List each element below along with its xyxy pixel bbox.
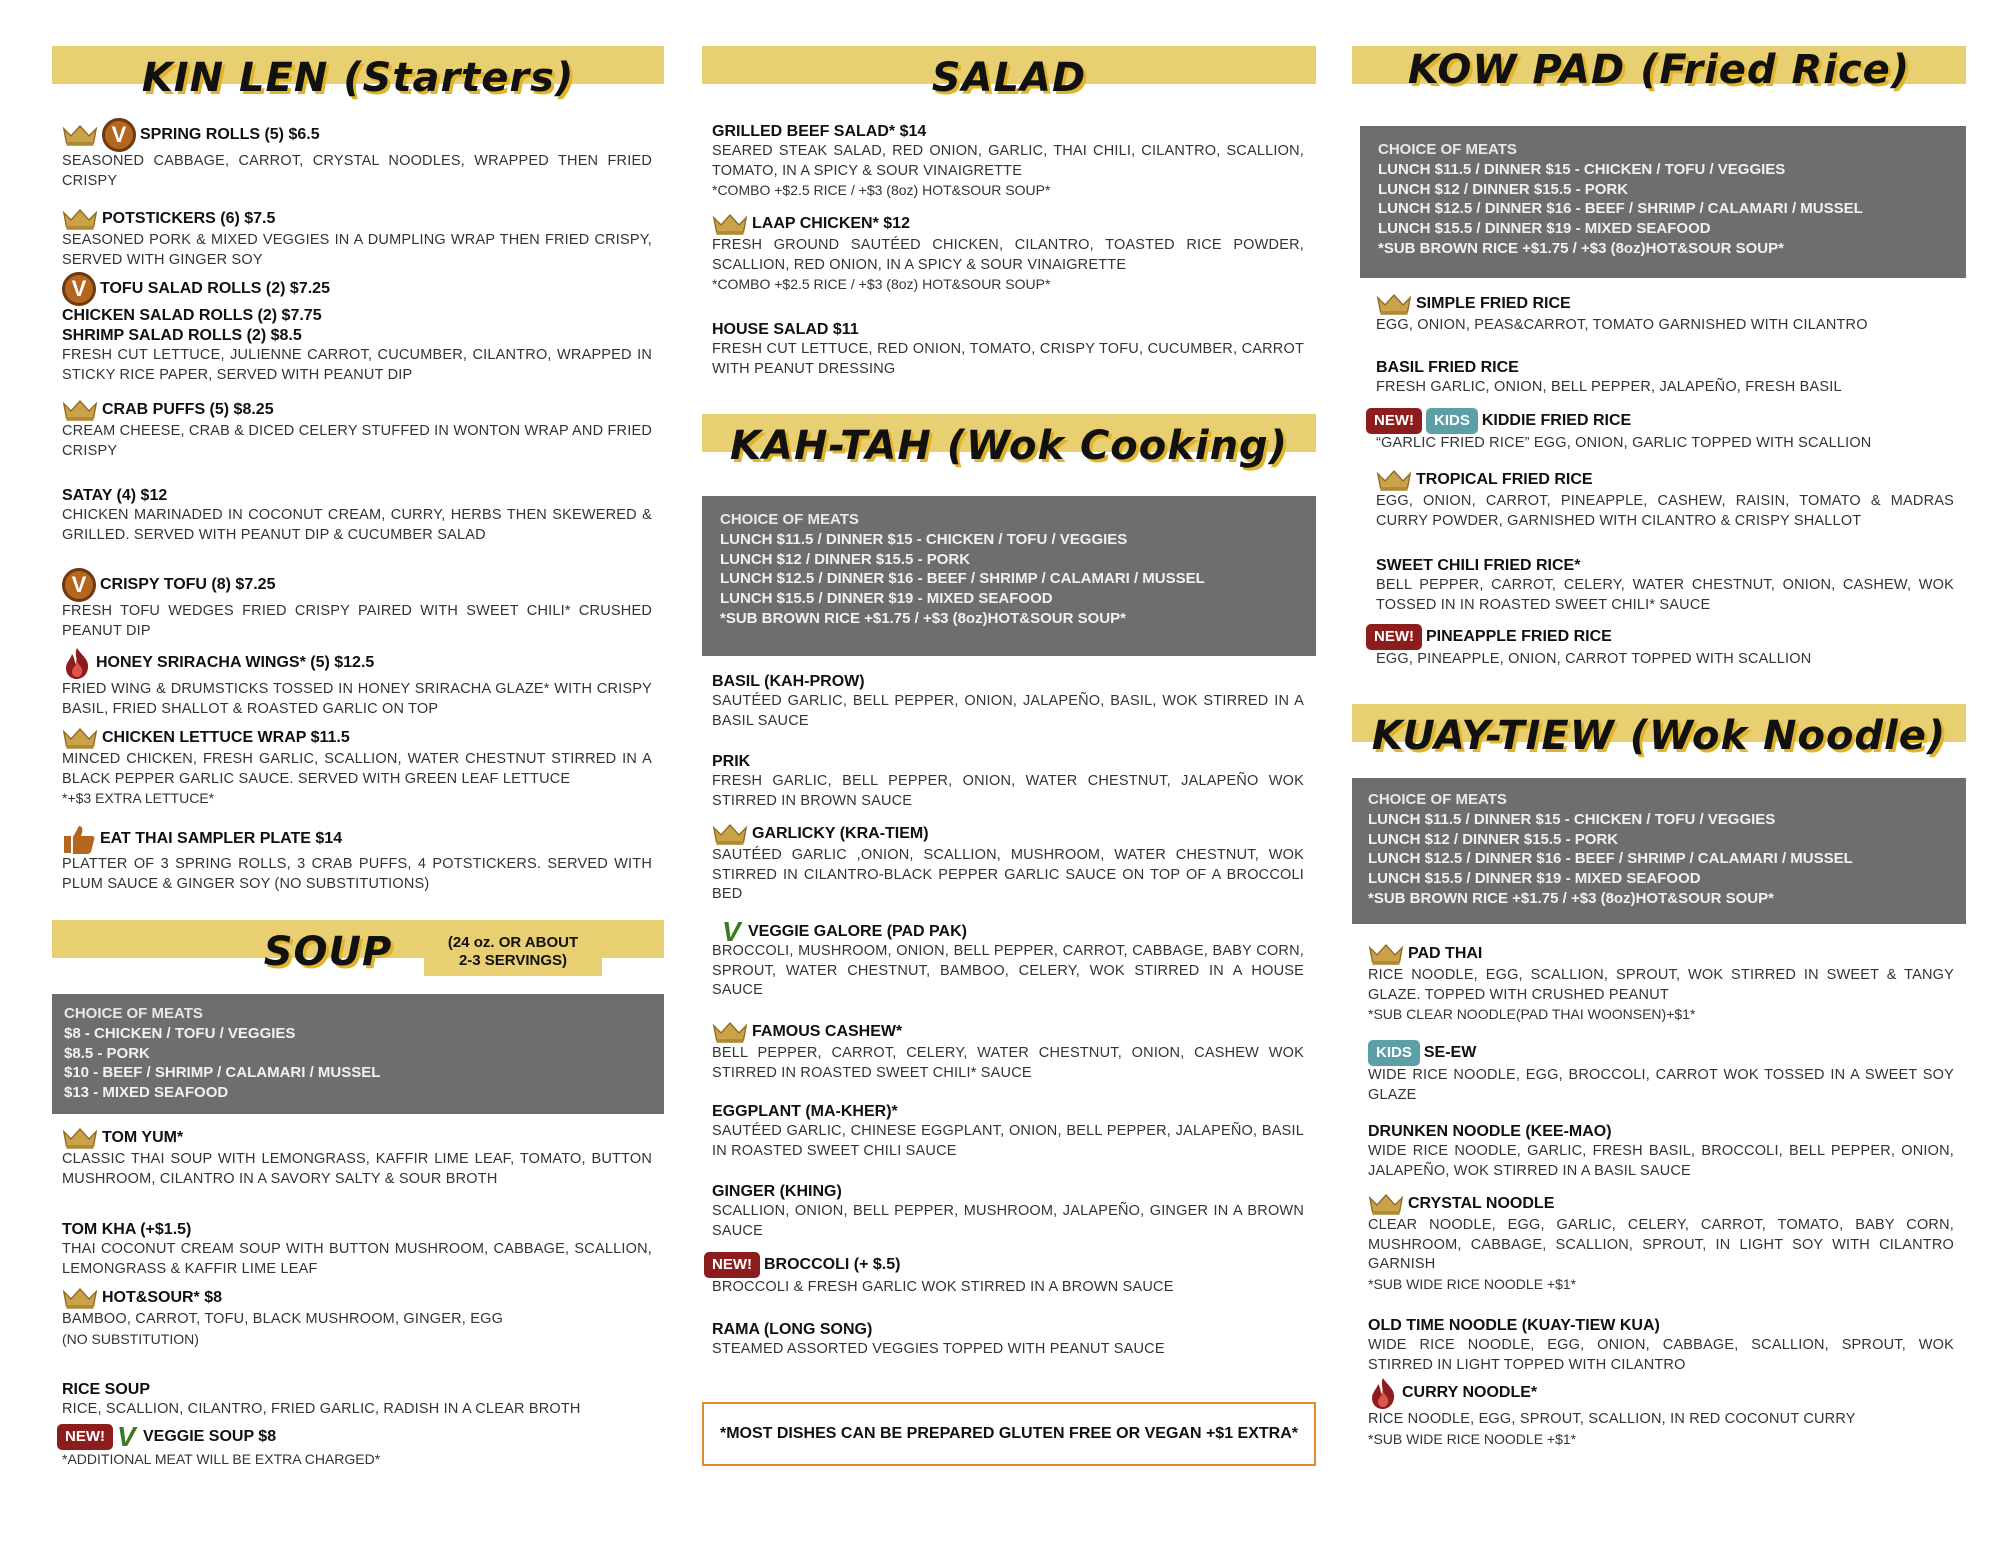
item-description: THAI COCONUT CREAM SOUP WITH BUTTON MUSHROOM, CABBAGE, SCALLION, LEMONGRASS & KAFFIR LIME LEAF [62, 1241, 652, 1277]
item-name: LAAP CHICKEN* $12 [752, 215, 910, 232]
menu-item-chicken-lettuce-wrap [62, 726, 652, 808]
wok-header [702, 414, 1316, 469]
item-name: CRYSTAL NOODLE [1408, 1195, 1555, 1212]
item-description: RICE NOODLE, EGG, SCALLION, SPROUT, WOK STIRRED IN SWEET & TANGY GLAZE. TOPPED WITH CRUSHED PEANUT [1368, 967, 1954, 1003]
menu-item-rama [712, 1320, 1304, 1360]
menu-item-sampler-plate [62, 823, 652, 894]
starters-title: KIN LEN (Starters) [141, 55, 575, 101]
menu-item-spring-rolls [62, 118, 652, 191]
item-name: TOM KHA (+$1.5) [62, 1221, 192, 1238]
soup-note-line-2: 2-3 SERVINGS) [458, 952, 568, 969]
soup-meat-choices [52, 994, 664, 1114]
meat-price-line: LUNCH $11.5 / DINNER $15 - CHICKEN / TOFU / VEGGIES [1378, 160, 1786, 178]
spicy-flame-icon [1368, 1376, 1398, 1410]
wok-meat-choices [702, 496, 1316, 656]
item-description: CHICKEN MARINADED IN COCONUT CREAM, CURRY, HERBS THEN SKEWERED & GRILLED. SERVED WITH PEANUT DIP & CUCUMBER SALAD [62, 507, 652, 543]
soup-note-line-1: (24 oz. OR ABOUT [447, 934, 579, 951]
meat-price-line: $8.5 - PORK [64, 1044, 150, 1062]
noodle-title: KUAY-TIEW (Wok Noodle) [1371, 713, 1947, 759]
item-description: EGG, ONION, CARROT, PINEAPPLE, CASHEW, RAISIN, TOMATO & MADRAS CURRY POWDER, GARNISHED WITH CILANTRO & CRISPY SHALLOT [1376, 493, 1954, 529]
starters-header [52, 46, 664, 101]
item-note: *+$3 EXTRA LETTUCE* [62, 790, 215, 806]
item-name: SPRING ROLLS (5) $6.5 [140, 126, 320, 143]
item-description: CREAM CHEESE, CRAB & DICED CELERY STUFFED IN WONTON WRAP AND FRIED CRISPY [62, 423, 652, 459]
crown-icon [1376, 292, 1412, 316]
item-name: CRAB PUFFS (5) $8.25 [102, 401, 274, 418]
item-name: HOT&SOUR* $8 [102, 1289, 223, 1306]
meat-price-line: LUNCH $11.5 / DINNER $15 - CHICKEN / TOFU / VEGGIES [720, 530, 1128, 548]
menu-item-basil [712, 672, 1304, 731]
crown-icon [1368, 942, 1404, 966]
item-description: FRESH TOFU WEDGES FRIED CRISPY PAIRED WITH SWEET CHILI* CRUSHED PEANUT DIP [62, 603, 652, 639]
item-description: MINCED CHICKEN, FRESH GARLIC, SCALLION, WATER CHESTNUT STIRRED IN A BLACK PEPPER GARLIC SAUCE. SERVED WITH GREEN LEAF LETTUCE [62, 751, 652, 787]
item-name-3: SHRIMP SALAD ROLLS (2) $8.5 [62, 327, 302, 344]
vegetarian-icon: V [62, 272, 96, 306]
item-description: BROCCOLI, MUSHROOM, ONION, BELL PEPPER, CARROT, CABBAGE, BABY CORN, SPROUT, WATER CHESTNUT, BAMBOO, CELERY, WOK STIRRED IN A HOUSE SAUCE [712, 943, 1304, 998]
item-name: VEGGIE GALORE (PAD PAK) [748, 923, 967, 940]
menu-item-drunken-noodle [1368, 1122, 1954, 1181]
menu-item-pad-thai [1368, 942, 1954, 1024]
item-name: TROPICAL FRIED RICE [1416, 471, 1593, 488]
item-note: *COMBO +$2.5 RICE / +$3 (8oz) HOT&SOUR SOUP* [712, 182, 1051, 198]
item-note: (NO SUBSTITUTION) [62, 1330, 199, 1347]
item-description: SAUTÉED GARLIC, BELL PEPPER, ONION, JALAPEÑO, BASIL, WOK STIRRED IN A BASIL SAUCE [712, 693, 1304, 729]
item-name: VEGGIE SOUP $8 [143, 1428, 277, 1445]
item-name: SIMPLE FRIED RICE [1416, 295, 1571, 312]
item-name: SWEET CHILI FRIED RICE* [1376, 557, 1581, 574]
fried-rice-title: KOW PAD (Fried Rice) [1407, 47, 1911, 93]
menu-item-rice-soup [62, 1380, 652, 1420]
item-description: BAMBOO, CARROT, TOFU, BLACK MUSHROOM, GINGER, EGG [62, 1311, 504, 1327]
item-name: HONEY SRIRACHA WINGS* (5) $12.5 [96, 654, 375, 671]
meat-choices-heading: CHOICE OF MEATS [720, 511, 859, 528]
fried-rice-header [1352, 46, 1966, 93]
item-description: RICE NOODLE, EGG, SPROUT, SCALLION, IN RED COCONUT CURRY [1368, 1411, 1856, 1427]
item-name: KIDDIE FRIED RICE [1481, 412, 1632, 429]
menu-item-tropical-fried-rice [1376, 468, 1954, 531]
item-name: TOFU SALAD ROLLS (2) $7.25 [100, 280, 330, 297]
vegetarian-icon: V [117, 1421, 136, 1452]
meat-price-line: LUNCH $12.5 / DINNER $16 - BEEF / SHRIMP / CALAMARI / MUSSEL [1368, 850, 1853, 868]
menu-item-satay [62, 486, 652, 545]
kids-badge: KIDS [1368, 1040, 1420, 1066]
fried-rice-meat-choices [1360, 126, 1966, 278]
item-description: FRESH GARLIC, BELL PEPPER, ONION, WATER CHESTNUT, JALAPEÑO WOK STIRRED IN BROWN SAUCE [712, 773, 1304, 809]
crown-icon [62, 123, 98, 147]
menu-item-laap-chicken [712, 212, 1304, 294]
item-description: “GARLIC FRIED RICE” EGG, ONION, GARLIC TOPPED WITH SCALLION [1376, 435, 1872, 451]
vegetarian-icon: V [102, 118, 136, 152]
meat-price-line: LUNCH $12.5 / DINNER $16 - BEEF / SHRIMP / CALAMARI / MUSSEL [1378, 200, 1863, 218]
meat-price-line: $10 - BEEF / SHRIMP / CALAMARI / MUSSEL [64, 1064, 381, 1082]
meat-choices-heading: CHOICE OF MEATS [64, 1005, 203, 1022]
item-description: PLATTER OF 3 SPRING ROLLS, 3 CRAB PUFFS, 4 POTSTICKERS. SERVED WITH PLUM SAUCE & GINGER SOY (NO SUBSTITUTIONS) [62, 856, 652, 892]
crown-icon [62, 398, 98, 422]
menu-item-garlicky [712, 822, 1304, 905]
item-description: FRESH CUT LETTUCE, JULIENNE CARROT, CUCUMBER, CILANTRO, WRAPPED IN STICKY RICE PAPER, SERVED WITH PEANUT DIP [62, 347, 652, 383]
item-name: BASIL (KAH-PROW) [712, 673, 865, 690]
item-name: RAMA (LONG SONG) [712, 1321, 873, 1338]
item-name: CRISPY TOFU (8) $7.25 [100, 576, 276, 593]
menu-item-sweet-chili-fried-rice [1376, 556, 1954, 615]
item-description: STEAMED ASSORTED VEGGIES TOPPED WITH PEANUT SAUCE [712, 1341, 1165, 1357]
item-description: EGG, PINEAPPLE, ONION, CARROT TOPPED WITH SCALLION [1376, 651, 1812, 667]
item-name: HOUSE SALAD $11 [712, 321, 859, 338]
item-description: CLASSIC THAI SOUP WITH LEMONGRASS, KAFFIR LIME LEAF, TOMATO, BUTTON MUSHROOM, CILANTRO IN A SAVORY SALTY & SOUR BROTH [62, 1151, 652, 1187]
item-description: WIDE RICE NOODLE, EGG, BROCCOLI, CARROT WOK TOSSED IN A SWEET SOY GLAZE [1368, 1067, 1954, 1103]
menu-item-honey-sriracha-wings [62, 646, 652, 719]
new-badge: NEW! [57, 1424, 113, 1450]
item-description: WIDE RICE NOODLE, EGG, ONION, CABBAGE, SCALLION, SPROUT, WOK STIRRED IN LIGHT TOPPED WITH CILANTRO [1368, 1337, 1954, 1373]
menu-item-simple-fried-rice [1376, 292, 1954, 336]
meat-price-line: $8 - CHICKEN / TOFU / VEGGIES [64, 1024, 296, 1042]
meat-price-line: LUNCH $15.5 / DINNER $19 - MIXED SEAFOOD [1378, 220, 1711, 238]
meat-price-line: *SUB BROWN RICE +$1.75 / +$3 (8oz)HOT&SOUR SOUP* [720, 609, 1126, 627]
meat-price-line: $13 - MIXED SEAFOOD [64, 1084, 229, 1102]
meat-price-line: LUNCH $15.5 / DINNER $19 - MIXED SEAFOOD [1368, 870, 1701, 888]
meat-choices-heading: CHOICE OF MEATS [1368, 791, 1507, 808]
item-note: *SUB WIDE RICE NOODLE +$1* [1368, 1275, 1577, 1292]
item-name: CHICKEN LETTUCE WRAP $11.5 [102, 729, 350, 746]
item-note: *ADDITIONAL MEAT WILL BE EXTRA CHARGED* [62, 1451, 381, 1467]
item-name: EAT THAI SAMPLER PLATE $14 [100, 830, 343, 847]
soup-title: SOUP [263, 929, 393, 975]
item-note: *SUB WIDE RICE NOODLE +$1* [1368, 1430, 1577, 1447]
crown-icon [62, 726, 98, 750]
item-description: FRIED WING & DRUMSTICKS TOSSED IN HONEY SRIRACHA GLAZE* WITH CRISPY BASIL, FRIED SHALLOT & ROASTED GARLIC ON TOP [62, 681, 652, 717]
item-name-2: CHICKEN SALAD ROLLS (2) $7.75 [62, 307, 322, 324]
item-description: BROCCOLI & FRESH GARLIC WOK STIRRED IN A BROWN SAUCE [712, 1279, 1174, 1295]
crown-icon [1376, 468, 1412, 492]
menu-item-se-ew [1368, 1040, 1954, 1105]
item-name: EGGPLANT (MA-KHER)* [712, 1103, 898, 1120]
item-description: RICE, SCALLION, CILANTRO, FRIED GARLIC, RADISH IN A CLEAR BROTH [62, 1401, 581, 1417]
item-description: SCALLION, ONION, BELL PEPPER, MUSHROOM, JALAPEÑO, GINGER IN A BROWN SAUCE [712, 1203, 1304, 1239]
crown-icon [712, 1020, 748, 1044]
noodle-meat-choices [1352, 778, 1966, 924]
salad-header [702, 46, 1316, 101]
soup-serving-note [424, 930, 602, 976]
menu-item-kiddie-fried-rice [1366, 408, 1954, 454]
item-description: FRESH GROUND SAUTÉED CHICKEN, CILANTRO, TOASTED RICE POWDER, SCALLION, RED ONION, IN A SPICY & SOUR VINAIGRETTE [712, 237, 1304, 273]
item-name: FAMOUS CASHEW* [752, 1023, 903, 1040]
menu-item-curry-noodle [1368, 1376, 1954, 1449]
meat-price-line: LUNCH $12 / DINNER $15.5 - PORK [720, 550, 971, 568]
menu-item-salad-rolls [62, 272, 652, 385]
item-name: CURRY NOODLE* [1402, 1384, 1538, 1401]
kids-badge: KIDS [1426, 408, 1478, 434]
menu-item-eggplant [712, 1102, 1304, 1161]
item-description: SEASONED CABBAGE, CARROT, CRYSTAL NOODLES, WRAPPED THEN FRIED CRISPY [62, 153, 652, 189]
item-description: FRESH CUT LETTUCE, RED ONION, TOMATO, CRISPY TOFU, CUCUMBER, CARROT WITH PEANUT DRESSING [712, 341, 1304, 377]
meat-price-line: LUNCH $12 / DINNER $15.5 - PORK [1378, 180, 1629, 198]
item-name: SATAY (4) $12 [62, 487, 168, 504]
noodle-header [1352, 704, 1966, 759]
meat-price-line: *SUB BROWN RICE +$1.75 / +$3 (8oz)HOT&SOUR SOUP* [1368, 889, 1774, 907]
meat-price-line: *SUB BROWN RICE +$1.75 / +$3 (8oz)HOT&SOUR SOUP* [1378, 239, 1784, 257]
item-description: BELL PEPPER, CARROT, CELERY, WATER CHESTNUT, ONION, CASHEW WOK STIRRED IN ROASTED SWEET CHILI* SAUCE [712, 1045, 1304, 1081]
item-name: POTSTICKERS (6) $7.5 [102, 210, 276, 227]
item-name: GINGER (KHING) [712, 1183, 842, 1200]
menu-item-veggie-galore [712, 916, 1304, 1001]
footer-note-text: *MOST DISHES CAN BE PREPARED GLUTEN FREE OR VEGAN +$1 EXTRA* [719, 1425, 1298, 1442]
item-name: TOM YUM* [102, 1129, 184, 1146]
menu-item-house-salad [712, 320, 1304, 379]
menu-item-pineapple-fried-rice [1366, 624, 1954, 670]
gluten-free-vegan-note [702, 1402, 1316, 1466]
item-description: FRESH GARLIC, ONION, BELL PEPPER, JALAPEÑO, FRESH BASIL [1376, 379, 1842, 395]
new-badge: NEW! [1366, 624, 1422, 650]
menu-item-tom-yum [62, 1126, 652, 1189]
menu-item-hot-and-sour [62, 1286, 652, 1349]
menu-item-grilled-beef-salad [712, 122, 1304, 200]
item-name: BASIL FRIED RICE [1376, 359, 1519, 376]
menu-item-tom-kha [62, 1220, 652, 1279]
item-description: BELL PEPPER, CARROT, CELERY, WATER CHESTNUT, ONION, CASHEW, WOK TOSSED IN IN ROASTED SWEET CHILI* SAUCE [1376, 577, 1954, 613]
menu-item-veggie-soup [57, 1421, 652, 1469]
item-name: DRUNKEN NOODLE (KEE-MAO) [1368, 1123, 1612, 1140]
crown-icon [1368, 1192, 1404, 1216]
item-name: PRIK [712, 753, 751, 770]
crown-icon [62, 1126, 98, 1150]
meat-choices-heading: CHOICE OF MEATS [1378, 141, 1517, 158]
item-name: PAD THAI [1408, 945, 1483, 962]
new-badge: NEW! [704, 1252, 760, 1278]
crown-icon [712, 822, 748, 846]
menu-item-ginger [712, 1182, 1304, 1241]
item-name: GARLICKY (KRA-TIEM) [752, 825, 929, 842]
item-name: BROCCOLI (+ $.5) [764, 1256, 901, 1273]
item-description: SEARED STEAK SALAD, RED ONION, GARLIC, THAI CHILI, CILANTRO, SCALLION, TOMATO, IN A SPICY & SOUR VINAIGRETTE [712, 143, 1304, 179]
crown-icon [62, 207, 98, 231]
item-name: GRILLED BEEF SALAD* $14 [712, 123, 927, 140]
item-note: *COMBO +$2.5 RICE / +$3 (8oz) HOT&SOUR SOUP* [712, 276, 1051, 292]
item-name: SE-EW [1423, 1044, 1477, 1061]
item-note: *SUB CLEAR NOODLE(PAD THAI WOONSEN)+$1* [1368, 1006, 1696, 1022]
menu-item-broccoli [704, 1252, 1304, 1298]
item-description: WIDE RICE NOODLE, GARLIC, FRESH BASIL, BROCCOLI, BELL PEPPER, ONION, JALAPEÑO, WOK STIRRED IN A BASIL SAUCE [1368, 1143, 1954, 1179]
vegetarian-icon: V [62, 568, 96, 602]
meat-price-line: LUNCH $12.5 / DINNER $16 - BEEF / SHRIMP / CALAMARI / MUSSEL [720, 570, 1205, 588]
crown-icon [712, 212, 748, 236]
menu-item-potstickers [62, 207, 652, 270]
menu-item-crispy-tofu [62, 568, 652, 641]
menu-item-famous-cashew [712, 1020, 1304, 1083]
item-description: SEASONED PORK & MIXED VEGGIES IN A DUMPLING WRAP THEN FRIED CRISPY, SERVED WITH GINGER SOY [62, 232, 652, 268]
wok-title: KAH-TAH (Wok Cooking) [730, 423, 1288, 469]
thumbs-up-icon [62, 823, 96, 855]
menu-item-crab-puffs [62, 398, 652, 461]
crown-icon [62, 1286, 98, 1310]
new-badge: NEW! [1366, 408, 1422, 434]
item-description: CLEAR NOODLE, EGG, GARLIC, CELERY, CARROT, TOMATO, BABY CORN, MUSHROOM, CABBAGE, SCALLION, SPROUT, IN LIGHT SOY WITH CILANTRO GARNISH [1368, 1217, 1954, 1272]
item-name: OLD TIME NOODLE (KUAY-TIEW KUA) [1368, 1317, 1660, 1334]
salad-title: SALAD [931, 55, 1087, 101]
item-name: PINEAPPLE FRIED RICE [1426, 628, 1612, 645]
item-description: SAUTÉED GARLIC ,ONION, SCALLION, MUSHROOM, WATER CHESTNUT, WOK STIRRED IN CILANTRO-BLACK PEPPER GARLIC SAUCE ON TOP OF A BROCCOLI BED [712, 847, 1304, 902]
spicy-flame-icon [62, 646, 92, 680]
menu-item-crystal-noodle [1368, 1192, 1954, 1294]
meat-price-line: LUNCH $15.5 / DINNER $19 - MIXED SEAFOOD [720, 590, 1053, 608]
item-description: SAUTÉED GARLIC, CHINESE EGGPLANT, ONION, BELL PEPPER, JALAPEÑO, BASIL IN ROASTED SWEET CHILI SAUCE [712, 1123, 1304, 1159]
menu-item-basil-fried-rice [1376, 358, 1954, 398]
vegetarian-icon: V [722, 916, 741, 947]
menu-item-prik [712, 752, 1304, 811]
item-name: RICE SOUP [62, 1381, 151, 1398]
meat-price-line: LUNCH $11.5 / DINNER $15 - CHICKEN / TOFU / VEGGIES [1368, 810, 1776, 828]
menu-item-old-time-noodle [1368, 1316, 1954, 1375]
item-description: EGG, ONION, PEAS&CARROT, TOMATO GARNISHED WITH CILANTRO [1376, 317, 1868, 333]
meat-price-line: LUNCH $12 / DINNER $15.5 - PORK [1368, 830, 1619, 848]
